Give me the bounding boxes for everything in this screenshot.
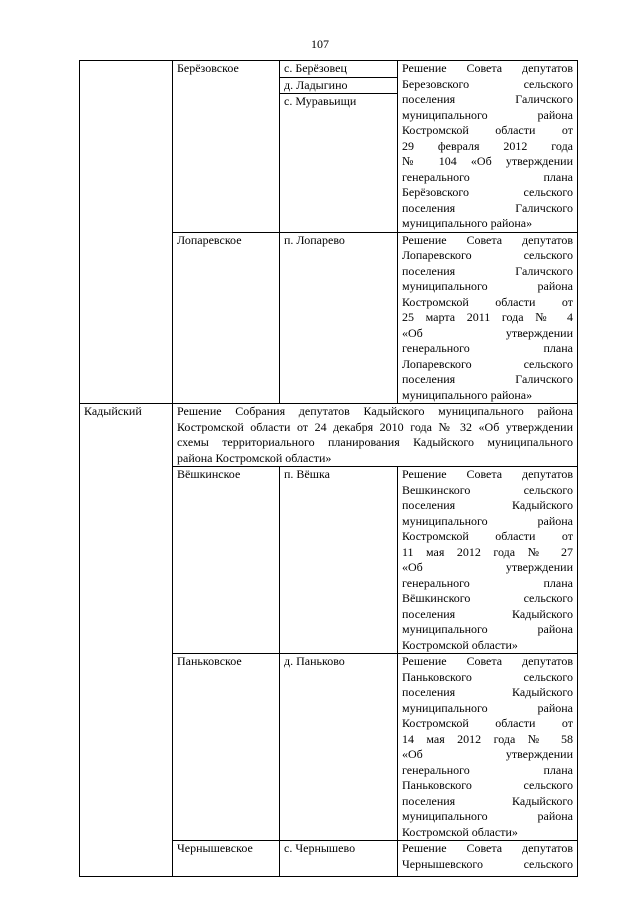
decision-text: Решение Совета депутатов Чернышевского сельского: [398, 841, 578, 877]
place-name: д. Ладыгино: [280, 77, 397, 94]
decision-text: Решение Совета депутатов Березовского сельского поселения Галичского муниципального района Костромской области от 29 февраля 2012 года № 104 «Об утверждении генерального плана Берёзовского сельского поселения Галичского муниципального района»: [398, 61, 578, 233]
settlement-name: Чернышевское: [173, 841, 280, 877]
settlement-name: Вёшкинское: [173, 467, 280, 654]
places-cell: [280, 841, 398, 877]
places-cell: [280, 467, 398, 654]
district-name: Кадыйский: [80, 404, 173, 877]
district-decision-text: Решение Собрания депутатов Кадыйского муниципального района Костромской области от 24 декабря 2010 года № 32 «Об утверждении схемы территориального планирования Кадыйского муниципального района Костромской области»: [173, 404, 578, 467]
places-cell: [280, 654, 398, 841]
settlement-name: Паньковское: [173, 654, 280, 841]
places-cell: [280, 232, 398, 404]
place-name: п. Лопарево: [284, 232, 345, 247]
decision-text: Решение Совета депутатов Вешкинского сельского поселения Кадыйского муниципального района Костромской области от 11 мая 2012 года № 27 «Об утверждении генерального плана Вёшкинского сельского поселения Кадыйского муниципального района Костромской области»: [398, 467, 578, 654]
planning-documents-table: [79, 60, 578, 877]
place-name: д. Паньково: [284, 654, 345, 668]
place-name: с. Чернышево: [284, 841, 356, 855]
decision-text: Решение Совета депутатов Паньковского сельского поселения Кадыйского муниципального района Костромской области от 14 мая 2012 года № 58 «Об утверждении генерального плана Паньковского сельского поселения Кадыйского муниципального района Костромской области»: [398, 654, 578, 841]
district-cell: [80, 61, 173, 404]
settlement-name: Лопаревское: [173, 232, 280, 404]
table-row: [80, 404, 578, 467]
places-cell: [280, 61, 398, 233]
place-name: п. Вёшка: [284, 467, 330, 481]
settlement-name: Берёзовское: [173, 61, 280, 233]
place-name: с. Муравьищи: [280, 93, 397, 110]
decision-text: Решение Совета депутатов Лопаревского сельского поселения Галичского муниципального района Костромской области от 25 марта 2011 года № 4 «Об утверждении генерального плана Лопаревского сельского поселения Галичского муниципального района»: [398, 232, 578, 404]
page-number: 107: [311, 37, 329, 51]
table-row: [80, 61, 578, 233]
place-name: с. Берёзовец: [284, 61, 347, 75]
